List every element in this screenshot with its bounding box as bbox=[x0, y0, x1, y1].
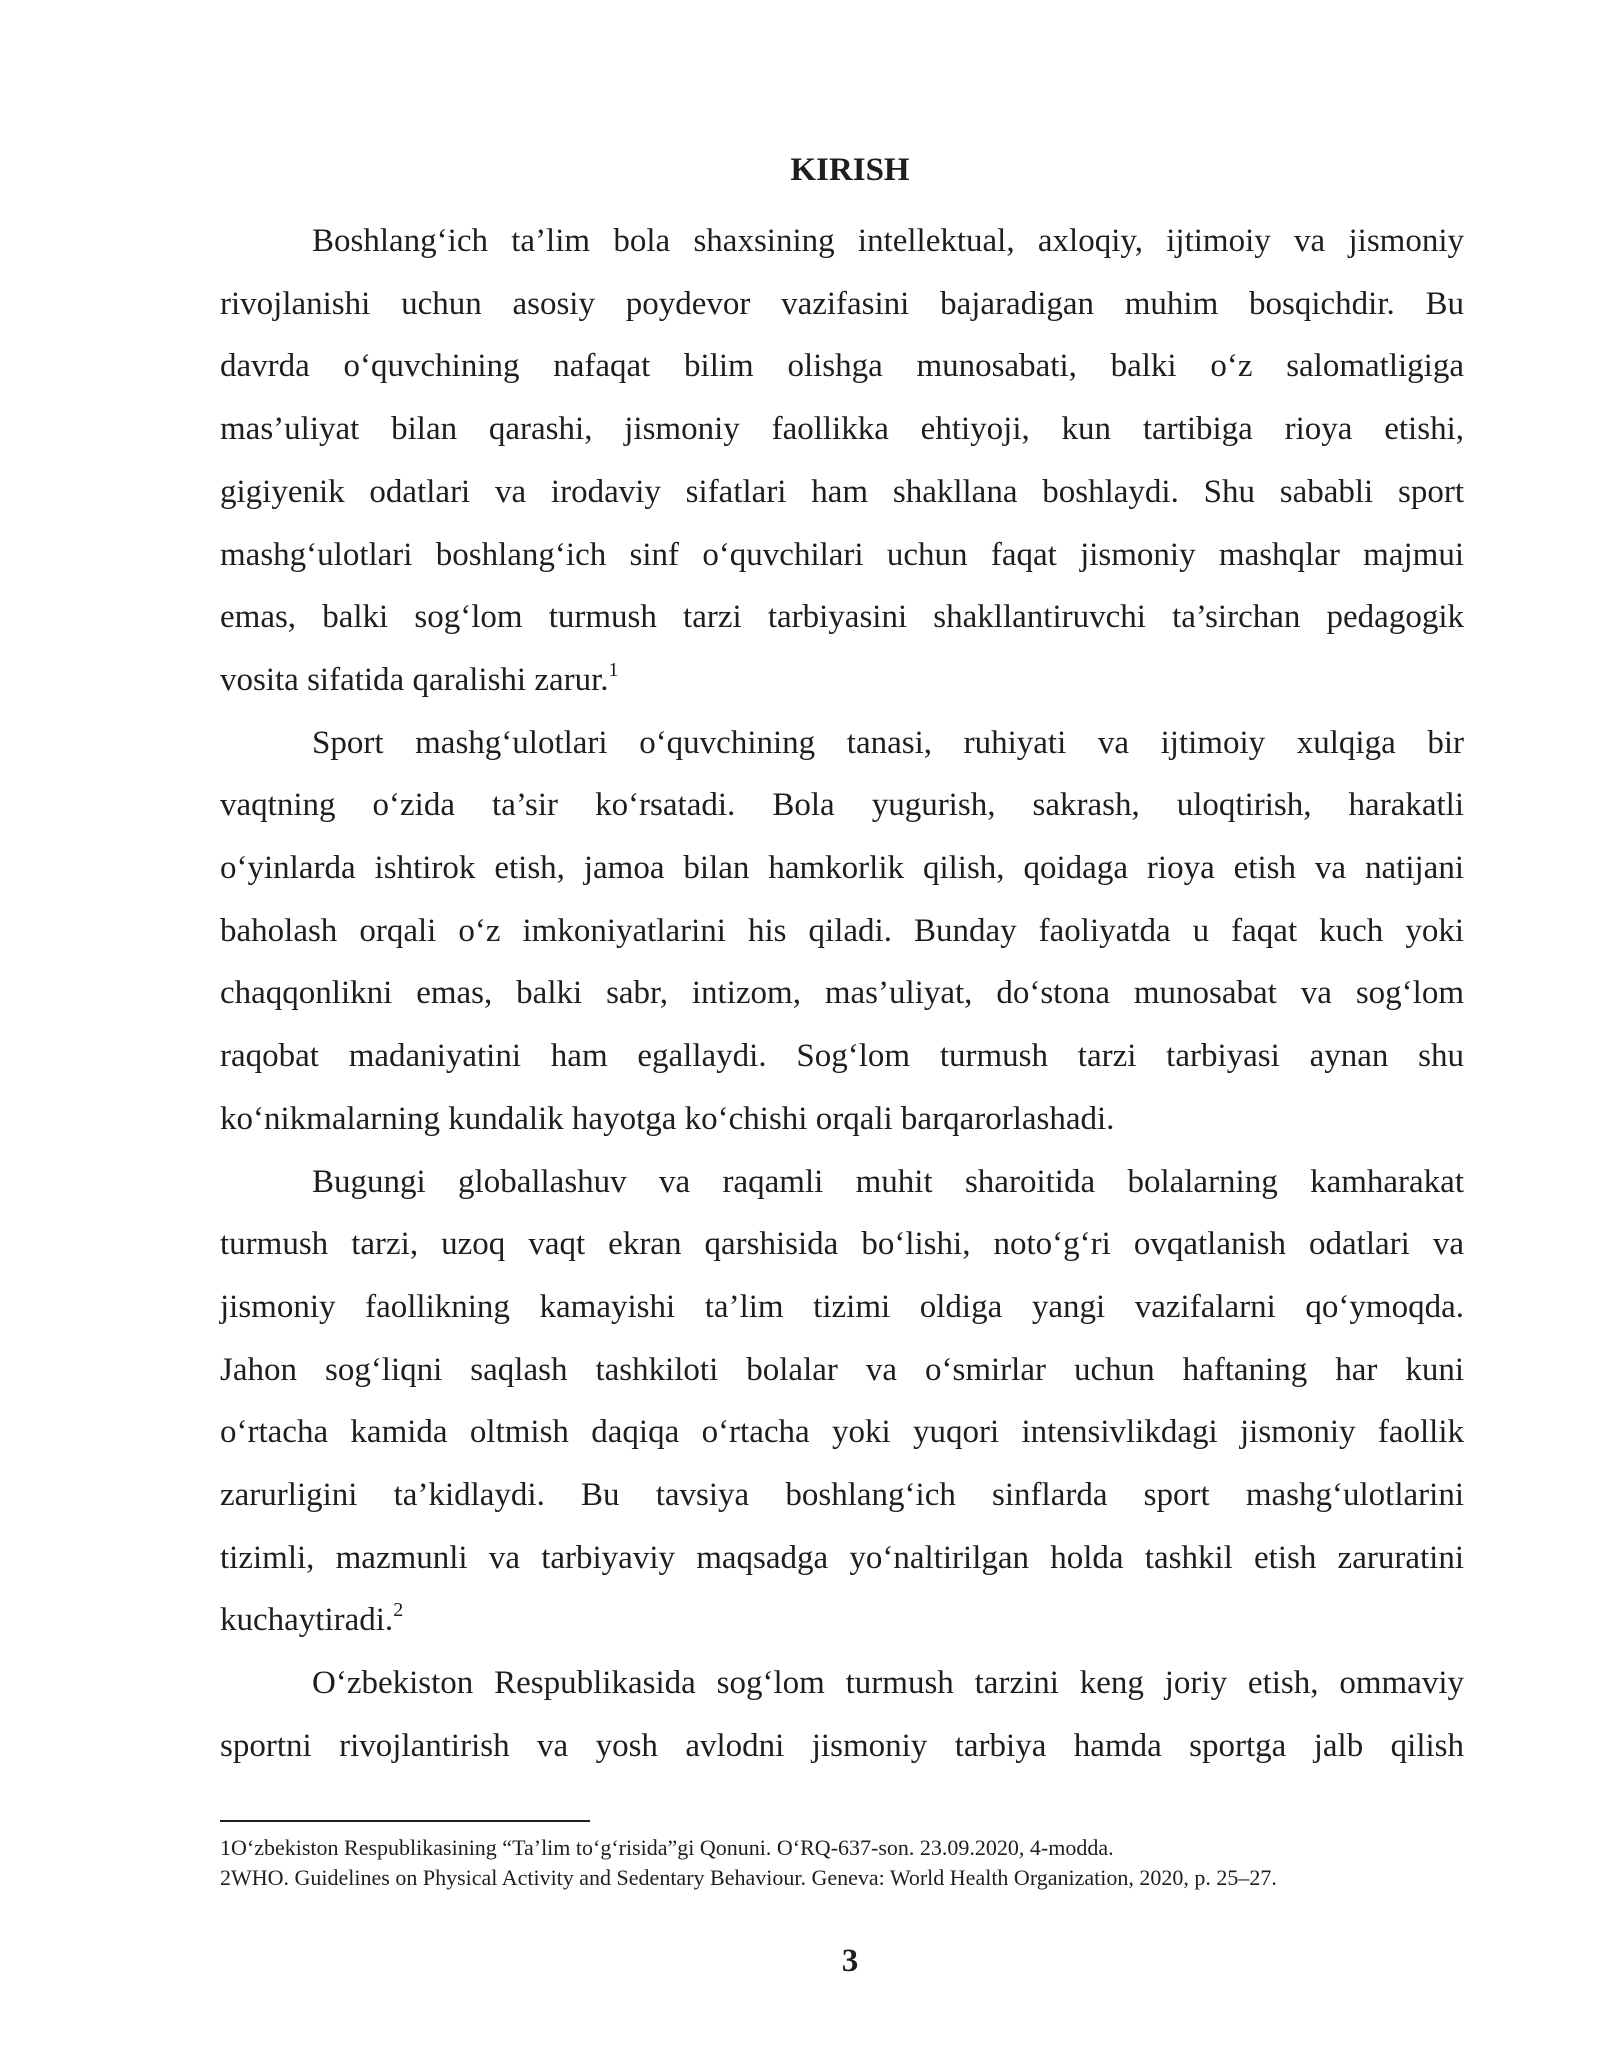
footnote-ref: 2 bbox=[393, 1599, 404, 1622]
text-line: Sport mashg‘ulotlari o‘quvchining tanasi, ruhiyati va ijtimoiy xulqiga bir bbox=[312, 724, 1464, 761]
text-line: chaqqonlikni emas, balki sabr, intizom, mas’uliyat, do‘stona munosabat va sog‘lom bbox=[220, 975, 1464, 1012]
footnotes bbox=[220, 1833, 1480, 1893]
text-line: O‘zbekiston Respublikasida sog‘lom turmush tarzini keng joriy etish, ommaviy bbox=[312, 1665, 1464, 1702]
text-line-content: vosita sifatida qaralishi zarur. bbox=[220, 661, 609, 698]
paragraph bbox=[220, 712, 1464, 1151]
text-line: davrda o‘quvchining nafaqat bilim olishga munosabati, balki o‘z salomatligiga bbox=[220, 348, 1464, 385]
body-text bbox=[220, 210, 1464, 1778]
footnote-separator bbox=[220, 1820, 590, 1822]
text-line: mas’uliyat bilan qarashi, jismoniy faollikka ehtiyoji, kun tartibiga rioya etishi, bbox=[220, 411, 1464, 448]
text-line: raqobat madaniyatini ham egallaydi. Sog‘lom turmush tarzi tarbiyasi aynan shu bbox=[220, 1038, 1464, 1075]
text-line: gigiyenik odatlari va irodaviy sifatlari ham shakllana boshlaydi. Shu sababli sport bbox=[220, 473, 1464, 510]
text-line: zarurligini ta’kidlaydi. Bu tavsiya boshlang‘ich sinflarda sport mashg‘ulotlarini bbox=[220, 1477, 1464, 1514]
text-line: jismoniy faollikning kamayishi ta’lim tizimi oldiga yangi vazifalarni qo‘ymoqda. bbox=[220, 1288, 1464, 1325]
text-line: o‘yinlarda ishtirok etish, jamoa bilan hamkorlik qilish, qoidaga rioya etish va natijani bbox=[220, 850, 1464, 887]
text-line-content: kuchaytiradi. bbox=[220, 1602, 394, 1639]
text-line: rivojlanishi uchun asosiy poydevor vazifasini bajaradigan muhim bosqichdir. Bu bbox=[220, 285, 1464, 322]
text-line: vaqtning o‘zida ta’sir ko‘rsatadi. Bola yugurish, sakrash, uloqtirish, harakatli bbox=[220, 787, 1464, 824]
text-line: Bugungi globallashuv va raqamli muhit sharoitida bolalarning kamharakat bbox=[312, 1163, 1464, 1200]
text-line bbox=[220, 1589, 1464, 1652]
footnote: 2WHO. Guidelines on Physical Activity and Sedentary Behaviour. Geneva: World Health Organization, 2020, p. 25–27. bbox=[220, 1865, 1277, 1890]
page-number: 3 bbox=[841, 1943, 859, 1979]
section-heading: KIRISH bbox=[790, 152, 910, 188]
text-line: Boshlang‘ich ta’lim bola shaxsining intellektual, axloqiy, ijtimoiy va jismoniy bbox=[312, 223, 1464, 259]
paragraph bbox=[220, 1151, 1464, 1653]
text-line: emas, balki sog‘lom turmush tarzi tarbiyasini shakllantiruvchi ta’sirchan pedagogik bbox=[220, 599, 1464, 636]
text-line: sportni rivojlantirish va yosh avlodni jismoniy tarbiya hamda sportga jalb qilish bbox=[220, 1727, 1464, 1764]
text-line: turmush tarzi, uzoq vaqt ekran qarshisida bo‘lishi, noto‘g‘ri ovqatlanish odatlari va bbox=[220, 1226, 1464, 1263]
text-line: ko‘nikmalarning kundalik hayotga ko‘chishi orqali barqarorlashadi. bbox=[220, 1100, 1115, 1137]
paragraph bbox=[220, 210, 1464, 712]
text-line: baholash orqali o‘z imkoniyatlarini his qiladi. Bunday faoliyatda u faqat kuch yoki bbox=[220, 912, 1464, 949]
text-line: tizimli, mazmunli va tarbiyaviy maqsadga yo‘naltirilgan holda tashkil etish zaruratini bbox=[220, 1539, 1464, 1576]
footnote-ref: 1 bbox=[608, 658, 619, 681]
paragraph bbox=[220, 1652, 1464, 1777]
text-line: Jahon sog‘liqni saqlash tashkiloti bolalar va o‘smirlar uchun haftaning har kuni bbox=[220, 1351, 1464, 1388]
text-line: o‘rtacha kamida oltmish daqiqa o‘rtacha yoki yuqori intensivlikdagi jismoniy faollik bbox=[220, 1414, 1464, 1451]
footnote: 1O‘zbekiston Respublikasining “Ta’lim to‘g‘risida”gi Qonuni. O‘RQ-637-son. 23.09.2020, 4-modda. bbox=[220, 1835, 1114, 1860]
text-line bbox=[220, 649, 1464, 712]
text-line: mashg‘ulotlari boshlang‘ich sinf o‘quvchilari uchun faqat jismoniy mashqlar majmui bbox=[220, 536, 1464, 573]
